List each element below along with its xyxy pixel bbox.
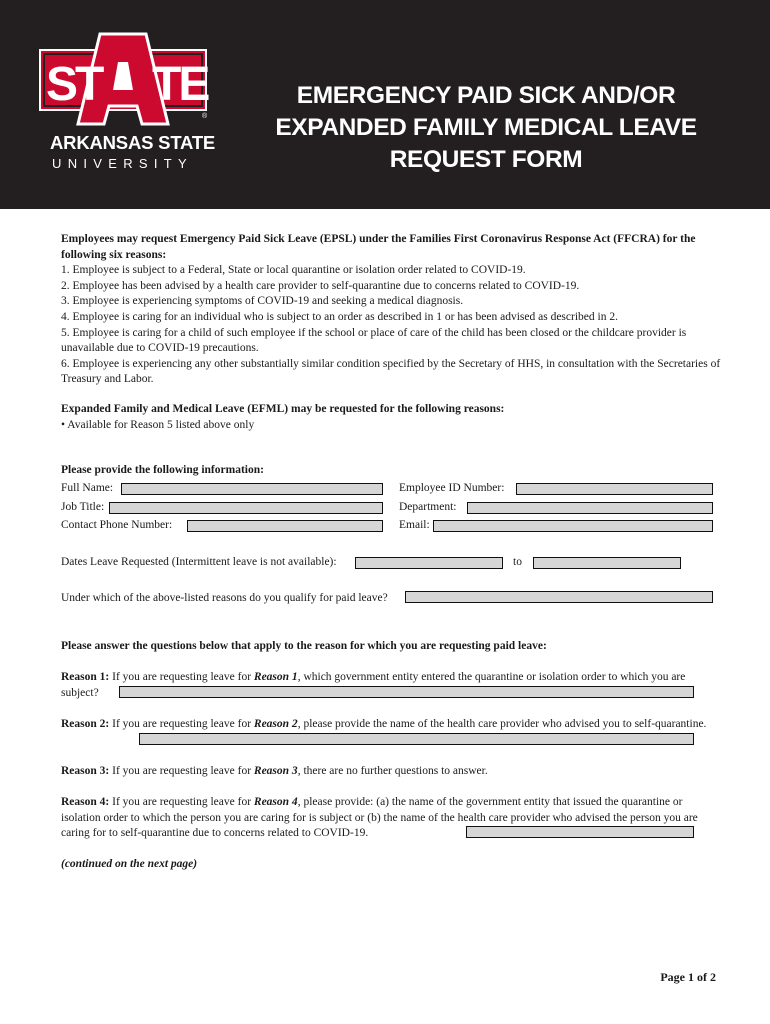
reason-item: 5. Employee is caring for a child of such employee if the school or place of care of the child has been closed or the childcare provider is unavailable due to COVID-19 precautions. (61, 326, 687, 355)
questions-heading: Please answer the questions below that apply to the reason for which you are requesting paid leave: (61, 640, 547, 652)
reason1-field[interactable] (119, 686, 694, 698)
email-label: Email: (399, 519, 430, 531)
employee-id-field[interactable] (516, 483, 713, 495)
reason-item: 3. Employee is experiencing symptoms of COVID-19 and seeking a medical diagnosis. (61, 295, 464, 308)
logo-university-name: ARKANSAS STATE (50, 132, 216, 153)
full-name-field[interactable] (121, 483, 383, 495)
state-a-logo-icon (38, 32, 213, 132)
reason3-label: Reason 3: (61, 765, 110, 777)
reason2-question: Reason 2: If you are requesting leave for Reason 2, please provide the name of the health care provider who advised you to self-quarantine. (61, 718, 707, 730)
reason-question-label: Under which of the above-listed reasons do you qualify for paid leave? (61, 592, 388, 604)
svg-text:ST: ST (46, 58, 102, 111)
reason1-question: Reason 1: If you are requesting leave for Reason 1, which government entity entered the quarantine or isolation order to which you are subject? (61, 671, 686, 699)
intro-heading: Employees may request Emergency Paid Sick Leave (EPSL) under the Families First Coronavirus Response Act (FFCRA) for the following six reasons: (61, 233, 696, 261)
full-name-label: Full Name: (61, 482, 114, 494)
department-field[interactable] (467, 502, 713, 514)
info-heading: Please provide the following information: (61, 464, 264, 476)
employee-id-label: Employee ID Number: (399, 482, 505, 494)
arkansas-state-logo (38, 32, 216, 202)
contact-phone-label: Contact Phone Number: (61, 519, 173, 531)
reason2-label: Reason 2: (61, 718, 110, 730)
reason-item: 1. Employee is subject to a Federal, State or local quarantine or isolation order related to COVID-19. (61, 264, 526, 277)
reason4-field[interactable] (466, 826, 694, 838)
logo-university-word: UNIVERSITY (52, 156, 194, 171)
page-number: Page 1 of 2 (660, 970, 716, 984)
date-end-field[interactable] (533, 557, 681, 569)
reason4-label: Reason 4: (61, 796, 110, 808)
continued-note: (continued on the next page) (61, 858, 198, 870)
department-label: Department: (399, 501, 457, 513)
email-field[interactable] (433, 520, 713, 532)
intro-section (61, 232, 721, 433)
dates-label: Dates Leave Requested (Intermittent leave is not available): (61, 556, 337, 568)
svg-text:TE: TE (152, 58, 208, 111)
reason1-label: Reason 1: (61, 671, 110, 683)
svg-text:®: ® (202, 113, 208, 120)
reason3-question: Reason 3: If you are requesting leave for Reason 3, there are no further questions to answer. (61, 765, 488, 777)
job-title-field[interactable] (109, 502, 383, 514)
page-title: EMERGENCY PAID SICK AND/OR EXPANDED FAMILY MEDICAL LEAVE REQUEST FORM (275, 82, 697, 173)
contact-phone-field[interactable] (187, 520, 383, 532)
efml-heading: Expanded Family and Medical Leave (EFML) may be requested for the following reasons: (61, 402, 505, 415)
reason4-question: Reason 4: If you are requesting leave for Reason 4, please provide: (a) the name of the government entity that issued the quarantine or isolation order to which the person you are caring for is subject or (b) the name of the health care provider who advised the person you are caring for to self-quarantine due to concerns related to COVID-19. (61, 796, 698, 840)
dates-to-label: to (513, 556, 522, 568)
reason-item: 6. Employee is experiencing any other substantially similar condition specified by the Secretary of HHS, in consultation with the Secretaries of Treasury and Labor. (61, 357, 721, 386)
efml-item: • Available for Reason 5 listed above only (61, 418, 255, 431)
reason-item: 4. Employee is caring for an individual who is subject to an order as described in 1 or has been advised as described in 2. (61, 310, 618, 323)
page-header (0, 0, 770, 209)
date-start-field[interactable] (355, 557, 503, 569)
reason2-field[interactable] (139, 733, 694, 745)
reason-item: 2. Employee has been advised by a health care provider to self-quarantine due to concerns related to COVID-19. (61, 279, 580, 292)
qualifying-reason-field[interactable] (405, 591, 713, 603)
job-title-label: Job Title: (61, 501, 105, 513)
